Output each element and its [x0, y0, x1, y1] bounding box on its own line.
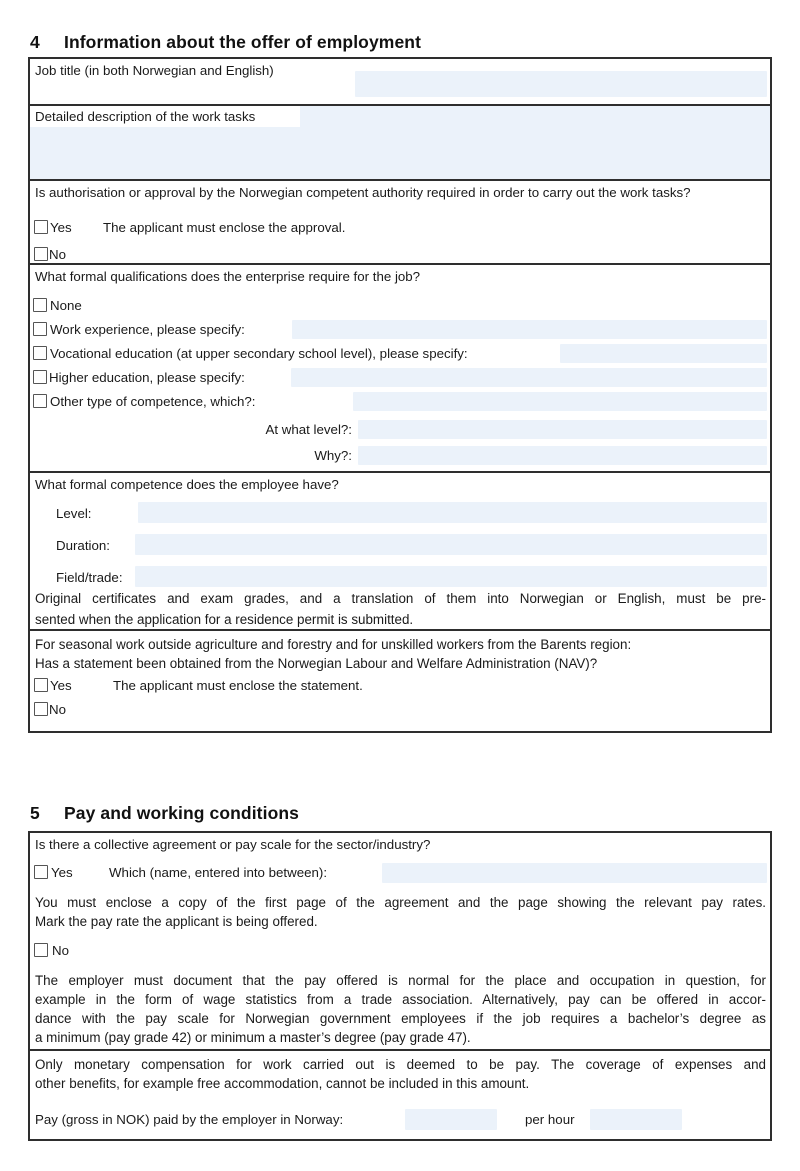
job-title-row	[30, 59, 770, 104]
monetary-line1: Only monetary compensation for work carried out is deemed to be pay. The coverage of expenses and	[35, 1057, 766, 1072]
certificates-note-line1: Original certificates and exam grades, and a translation of them into Norwegian or English, must be pre-	[35, 591, 766, 606]
pay-row	[30, 1049, 770, 1139]
section5-table	[28, 831, 772, 1141]
agreement-enclose-note	[35, 893, 766, 931]
per-hour-label: per hour	[525, 1112, 575, 1127]
authorisation-yes-label: Yes	[50, 220, 72, 235]
section5-number: 5	[30, 803, 40, 823]
vocational-input[interactable]	[560, 344, 767, 363]
section5-title: Pay and working conditions	[64, 803, 299, 823]
agreement-no-label: No	[52, 943, 69, 958]
qualifications-question: What formal qualifications does the enterprise require for the job?	[35, 269, 421, 284]
competence-question: What formal competence does the employee have?	[35, 477, 339, 492]
agreement-enclose-line2: Mark the pay rate the applicant is being offered.	[35, 914, 318, 929]
monetary-line2: other benefits, for example free accommodation, cannot be included in this amount.	[35, 1076, 530, 1091]
qualification-other-label: Other type of competence, which?:	[50, 394, 256, 409]
at-level-label: At what level?:	[265, 422, 352, 437]
employer-document-line1: The employer must document that the pay offered is normal for the place and occupation in question, for	[35, 973, 766, 988]
agreement-yes-label: Yes	[51, 865, 73, 880]
seasonal-question	[35, 635, 766, 673]
agreement-which-input[interactable]	[382, 863, 767, 883]
competence-level-label: Level:	[56, 506, 92, 521]
competence-duration-label: Duration:	[56, 538, 110, 553]
seasonal-yes-label: Yes	[50, 678, 72, 693]
section4-table	[28, 57, 772, 733]
employer-document-line2: example in the form of wage statistics from a trade association. Alternatively, pay can be offered in accor-	[35, 992, 766, 1007]
qualification-other-checkbox[interactable]	[33, 394, 47, 408]
authorisation-yes-note: The applicant must enclose the approval.	[103, 220, 346, 235]
job-title-label: Job title (in both Norwegian and English)	[35, 63, 274, 78]
per-hour-input[interactable]	[590, 1109, 682, 1130]
qualification-work-experience-checkbox[interactable]	[33, 322, 47, 336]
authorisation-no-label: No	[49, 247, 66, 262]
agreement-no-checkbox[interactable]	[34, 943, 48, 957]
employer-document-line3: dance with the pay scale for Norwegian government employees if the job requires a bachelor’s degree as	[35, 1011, 766, 1026]
qualification-work-experience-label: Work experience, please specify:	[50, 322, 245, 337]
section5-heading	[30, 803, 299, 824]
competence-level-input[interactable]	[138, 502, 767, 523]
other-competence-input[interactable]	[353, 392, 767, 411]
employer-document-note	[35, 971, 766, 1047]
competence-duration-input[interactable]	[135, 534, 767, 555]
agreement-row	[30, 833, 770, 1049]
agreement-which-label: Which (name, entered into between):	[109, 865, 328, 880]
qualification-higher-education-checkbox[interactable]	[33, 370, 47, 384]
agreement-enclose-line1: You must enclose a copy of the first page of the agreement and the page showing the relevant pay rates.	[35, 895, 766, 910]
work-tasks-label: Detailed description of the work tasks	[35, 109, 256, 124]
seasonal-question-line1: For seasonal work outside agriculture and forestry and for unskilled workers from the Barents region:	[35, 637, 632, 652]
section4-title: Information about the offer of employment	[64, 32, 422, 52]
qualification-none-label: None	[50, 298, 82, 313]
work-tasks-row	[30, 104, 770, 179]
qualification-none-checkbox[interactable]	[33, 298, 47, 312]
certificates-note	[35, 588, 766, 630]
seasonal-no-label: No	[49, 702, 66, 717]
higher-education-input[interactable]	[291, 368, 767, 387]
agreement-yes-checkbox[interactable]	[34, 865, 48, 879]
qualification-vocational-checkbox[interactable]	[33, 346, 47, 360]
seasonal-question-line2: Has a statement been obtained from the Norwegian Labour and Welfare Administration (NAV)?	[35, 656, 598, 671]
why-input[interactable]	[358, 446, 767, 465]
qualification-vocational-label: Vocational education (at upper secondary school level), please specify:	[50, 346, 468, 361]
pay-gross-label: Pay (gross in NOK) paid by the employer in Norway:	[35, 1112, 344, 1127]
authorisation-yes-checkbox[interactable]	[34, 220, 48, 234]
authorisation-question: Is authorisation or approval by the Norwegian competent authority required in order to carry out the work tasks?	[35, 185, 691, 200]
competence-row	[30, 471, 770, 629]
work-experience-input[interactable]	[292, 320, 767, 339]
competence-field-trade-input[interactable]	[135, 566, 767, 587]
qualifications-row	[30, 263, 770, 471]
why-label: Why?:	[314, 448, 352, 463]
pay-amount-input[interactable]	[405, 1109, 497, 1130]
section4-number: 4	[30, 32, 40, 52]
certificates-note-line2: sented when the application for a residence permit is submitted.	[35, 612, 414, 627]
seasonal-no-checkbox[interactable]	[34, 702, 48, 716]
job-title-input[interactable]	[355, 71, 767, 97]
section4-heading	[30, 32, 421, 53]
qualification-higher-education-label: Higher education, please specify:	[49, 370, 245, 385]
at-level-input[interactable]	[358, 420, 767, 439]
authorisation-no-checkbox[interactable]	[34, 247, 48, 261]
competence-field-trade-label: Field/trade:	[56, 570, 123, 585]
employer-document-line4: a minimum (pay grade 42) or minimum a master’s degree (pay grade 47).	[35, 1030, 471, 1045]
seasonal-row	[30, 629, 770, 731]
authorisation-row	[30, 179, 770, 263]
seasonal-yes-note: The applicant must enclose the statement.	[113, 678, 363, 693]
seasonal-yes-checkbox[interactable]	[34, 678, 48, 692]
agreement-question: Is there a collective agreement or pay scale for the sector/industry?	[35, 837, 431, 852]
monetary-note	[35, 1055, 766, 1093]
